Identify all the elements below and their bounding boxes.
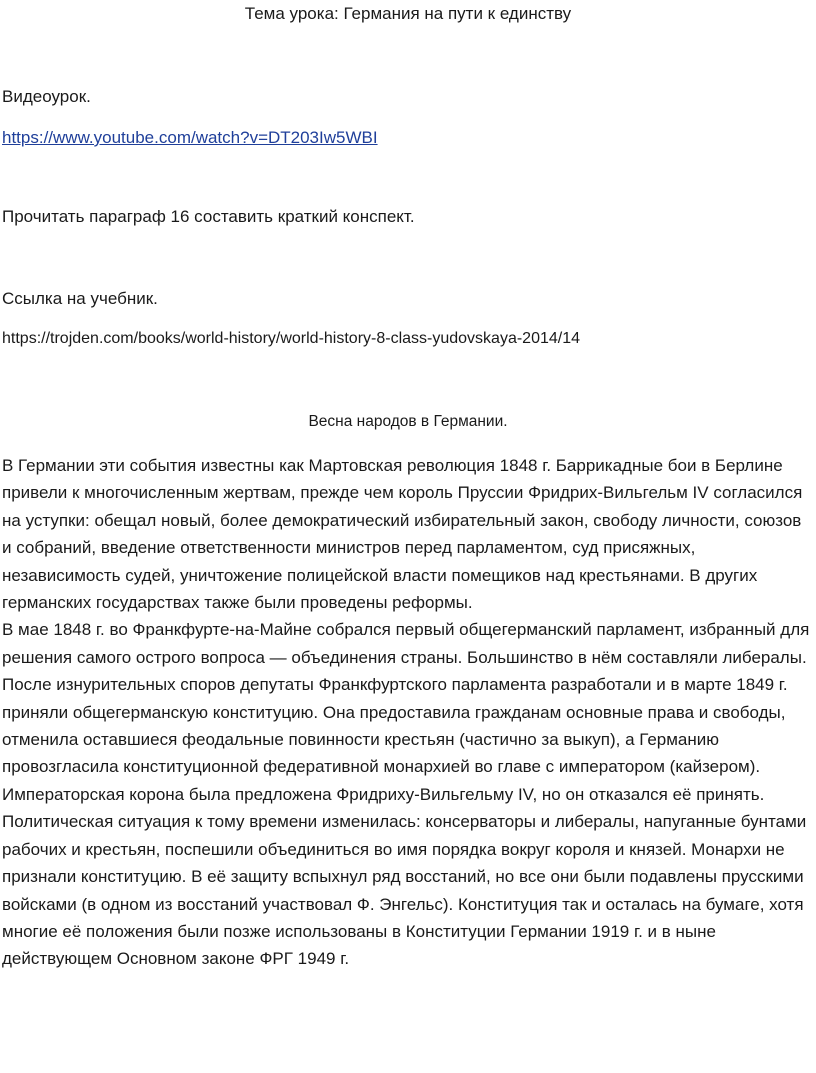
task-text: Прочитать параграф 16 составить краткий конспект. [2, 207, 415, 226]
article-body [2, 452, 814, 973]
paragraph: В мае 1848 г. во Франкфурте-на-Майне собрался первый общегерманский парламент, избранный для решения самого острого вопроса — объединения страны. Большинство в нём составляли либералы. После изнурительных споров депутаты Франкфуртского парламента разработали и в марте 1849 г. приняли общегерманскую конституцию. Она предоставила гражданам основные права и свободы, отменила оставшиеся феодальные повинности крестьян (частично за выкуп), а Германию провозгласила конституционной федеративной монархией во главе с императором (кайзером). [2, 620, 810, 777]
textbook-url: https://trojden.com/books/world-history/world-history-8-class-yudovskaya-2014/14 [2, 330, 581, 347]
lesson-title: Тема урока: Германия на пути к единству [244, 4, 572, 23]
video-link[interactable]: https://www.youtube.com/watch?v=DT203Iw5WBI [2, 128, 378, 147]
video-label: Видеоурок. [2, 87, 91, 106]
section-title: Весна народов в Германии. [308, 413, 508, 430]
textbook-label: Ссылка на учебник. [2, 289, 158, 308]
paragraph: Императорская корона была предложена Фридриху-Вильгельму IV, но он отказался её принять. Политическая ситуация к тому времени изменилась: консерваторы и либералы, напуганные бунтами рабочих и крестьян, поспешили объединиться во имя порядка вокруг короля и князей. Монархи не признали конституцию. В её защиту вспыхнул ряд восстаний, но все они были подавлены прусскими войсками (в одном из восстаний участвовал Ф. Энгельс). Конституция так и осталась на бумаге, хотя многие её положения были позже использованы в Конституции Германии 1919 г. и в ныне действующем Основном законе ФРГ 1949 г. [2, 784, 807, 969]
paragraph: В Германии эти события известны как Мартовская революция 1848 г. Баррикадные бои в Берлине привели к многочисленным жертвам, прежде чем король Пруссии Фридрих-Вильгельм IV согласился на уступки: обещал новый, более демократический избирательный закон, свободу личности, союзов и собраний, введение ответственности министров перед парламентом, суд присяжных, независимость судей, уничтожение полицейской власти помещиков над крестьянами. В других германских государствах также были проведены реформы. [2, 456, 803, 613]
video-link-line [2, 128, 378, 148]
